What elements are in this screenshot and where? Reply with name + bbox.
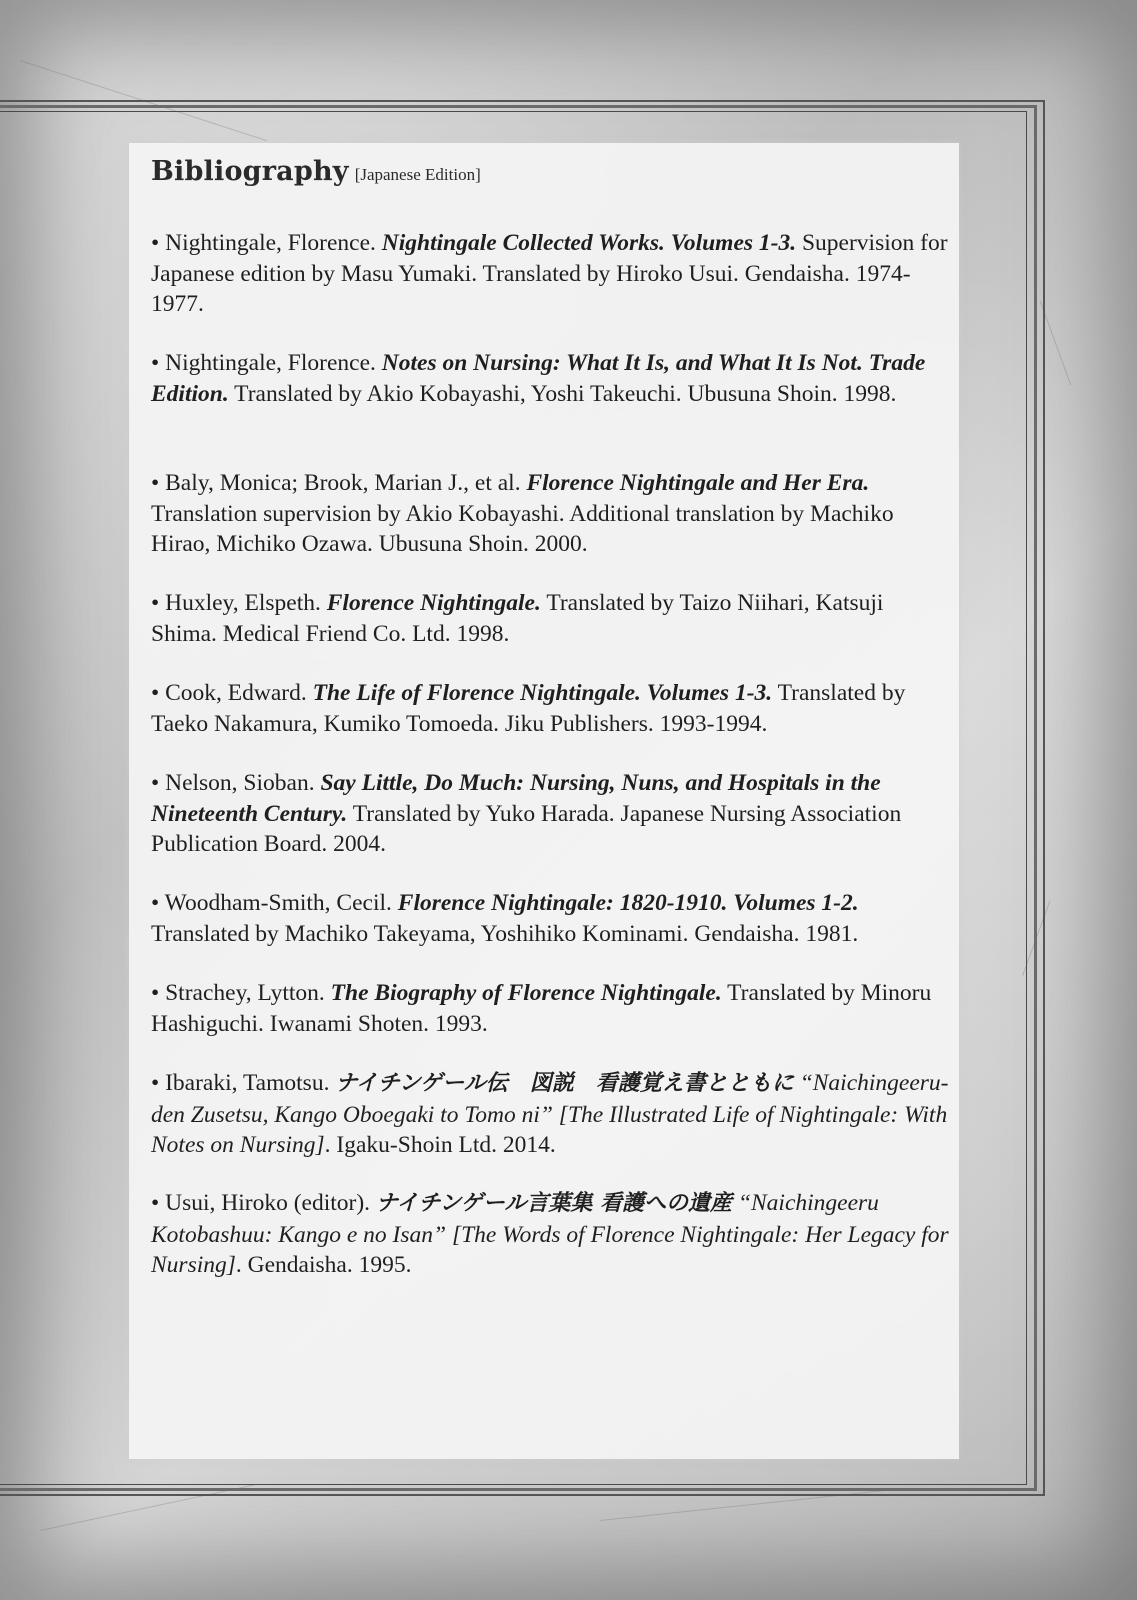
bibliography-entry <box>151 228 951 320</box>
entry-author: • Ibaraki, Tamotsu. <box>151 1070 336 1096</box>
entry-details: Translation supervision by Akio Kobayashi. Additional translation by Machiko Hirao, Michiko Ozawa. Ubusuna Shoin. 2000. <box>151 500 894 557</box>
entry-title: Say Little, Do Much: Nursing, Nuns, and Hospitals in the Nineteenth Century. <box>151 770 881 827</box>
entry-japanese-title: ナイチンゲール伝 図説 看護覚え書とともに <box>335 1071 794 1096</box>
bibliography-entry <box>151 978 951 1039</box>
entry-title: The Life of Florence Nightingale. Volumes 1-3. <box>312 680 773 706</box>
entry-details: Translated by Yuko Harada. Japanese Nursing Association Publication Board. 2004. <box>151 800 902 857</box>
entry-title: Nightingale Collected Works. Volumes 1-3. <box>381 230 797 256</box>
entry-title: Notes on Nursing: What It Is, and What It Is Not. Trade Edition. <box>151 350 926 407</box>
entry-details: Supervision for Japanese edition by Masu Yumaki. Translated by Hiroko Usui. Gendaisha. 1974-1977. <box>151 230 948 317</box>
entry-author: • Nightingale, Florence. <box>151 350 382 376</box>
entry-title: Florence Nightingale: 1820-1910. Volumes 1-2. <box>397 890 859 916</box>
bibliography-entry <box>151 1188 951 1281</box>
bibliography-entry <box>151 348 951 409</box>
bibliography-entry <box>151 888 951 949</box>
entry-author: • Baly, Monica; Brook, Marian J., et al. <box>151 470 527 496</box>
entry-details: Translated by Minoru Hashiguchi. Iwanami Shoten. 1993. <box>151 980 932 1037</box>
page-heading <box>151 156 481 187</box>
entry-author: • Woodham-Smith, Cecil. <box>151 890 398 916</box>
entry-details: . Igaku-Shoin Ltd. 2014. <box>324 1132 556 1158</box>
bibliography-title: Bibliography <box>151 156 349 187</box>
entry-title: The Biography of Florence Nightingale. <box>330 980 722 1006</box>
entry-title: Florence Nightingale. <box>326 590 541 616</box>
entry-author: • Strachey, Lytton. <box>151 980 331 1006</box>
entry-japanese-title: ナイチンゲール言葉集 看護への遺産 <box>375 1191 733 1216</box>
bibliography-entry <box>151 468 951 560</box>
entry-details: Translated by Machiko Takeyama, Yoshihiko Kominami. Gendaisha. 1981. <box>151 920 859 947</box>
bibliography-entry <box>151 1068 951 1161</box>
entry-author: • Cook, Edward. <box>151 680 313 706</box>
bibliography-entry <box>151 768 951 860</box>
entry-author: • Nelson, Sioban. <box>151 770 321 796</box>
entry-author: • Nightingale, Florence. <box>151 230 382 256</box>
entry-details: . Gendaisha. 1995. <box>235 1252 412 1278</box>
entry-romanized-title: “Naichingeeru Kotobashuu: Kango e no Isan” [The Words of Florence Nightingale: Her Legacy for Nursing] <box>151 1190 949 1278</box>
edition-label: [Japanese Edition] <box>354 165 481 184</box>
entry-details: Translated by Akio Kobayashi, Yoshi Takeuchi. Ubusuna Shoin. 1998. <box>228 380 897 407</box>
entry-author: • Huxley, Elspeth. <box>151 590 327 616</box>
bibliography-entry <box>151 588 951 649</box>
entry-romanized-title: “Naichingeeru-den Zusetsu, Kango Oboegaki to Tomo ni” [The Illustrated Life of Nightingale: With Notes on Nursing] <box>151 1070 949 1158</box>
entry-author: • Usui, Hiroko (editor). <box>151 1190 376 1216</box>
entry-details: Translated by Taeko Nakamura, Kumiko Tomoeda. Jiku Publishers. 1993-1994. <box>151 680 906 737</box>
entry-details: Translated by Taizo Niihari, Katsuji Shima. Medical Friend Co. Ltd. 1998. <box>151 590 884 647</box>
bibliography-entry <box>151 678 951 739</box>
entry-title: Florence Nightingale and Her Era. <box>526 470 870 496</box>
